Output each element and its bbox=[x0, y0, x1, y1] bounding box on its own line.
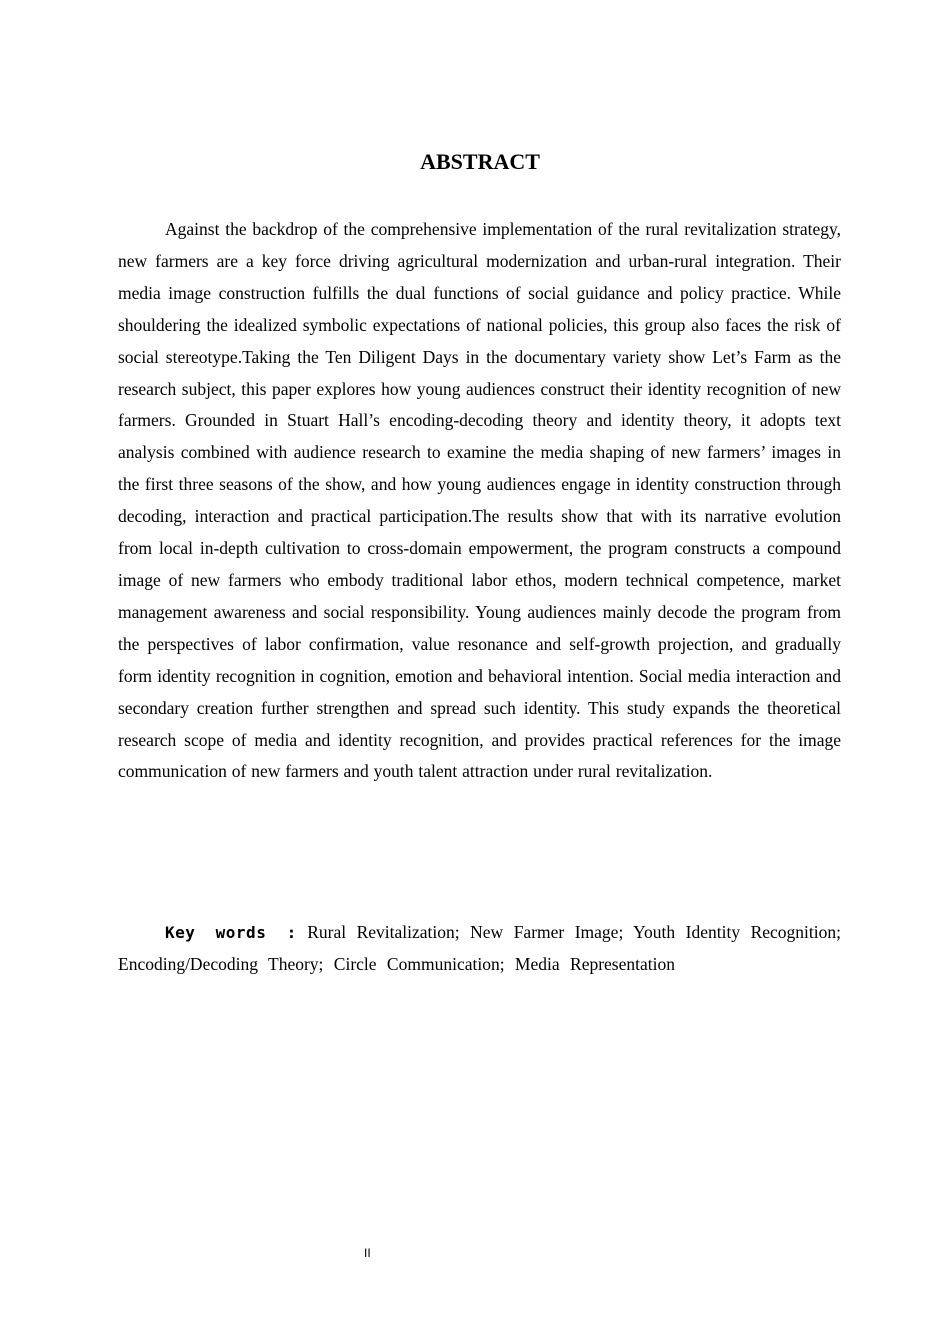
abstract-title: ABSTRACT bbox=[420, 149, 540, 174]
abstract-body: Against the backdrop of the comprehensive implementation of the rural revitalization strategy, new farmers are a key force driving agricultural modernization and urban-rural integration. Their media image construction fulfills the dual functions of social guidance and policy practice. While shouldering the idealized symbolic expectations of national policies, this group also faces the risk of social stereotype.Taking the Ten Diligent Days in the documentary variety show Let’s Farm as the research subject, this paper explores how young audiences construct their identity recognition of new farmers. Grounded in Stuart Hall’s encoding-decoding theory and identity theory, it adopts text analysis combined with audience research to examine the media shaping of new farmers’ images in the first three seasons of the show, and how young audiences engage in identity construction through decoding, interaction and practical participation.The results show that with its narrative evolution from local in-depth cultivation to cross-domain empowerment, the program constructs a compound image of new farmers who embody traditional labor ethos, modern technical competence, market management awareness and social responsibility. Young audiences mainly decode the program from the perspectives of labor confirmation, value resonance and self-growth projection, and gradually form identity recognition in cognition, emotion and behavioral intention. Social media interaction and secondary creation further strengthen and spread such identity. This study expands the theoretical research scope of media and identity recognition, and provides practical references for the image communication of new farmers and youth talent attraction under rural revitalization. bbox=[118, 219, 841, 782]
keywords-text: Rural Revitalization; New Farmer Image; Youth Identity Recognition; Encoding/Decoding Theory; Circle Communication; Media Representation bbox=[118, 922, 842, 974]
page-number: II bbox=[364, 1246, 371, 1260]
keywords-paragraph bbox=[118, 917, 841, 980]
keywords-label: Key words : bbox=[165, 923, 297, 942]
